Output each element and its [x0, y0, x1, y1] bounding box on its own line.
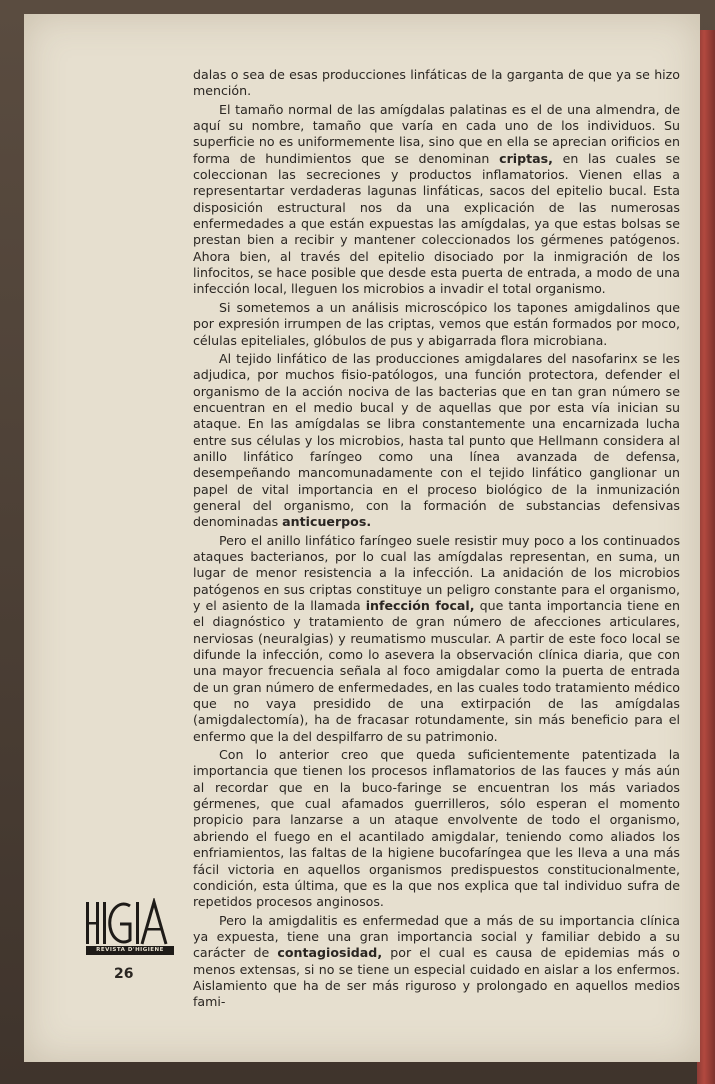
logo-subtitle: REVISTA D'HIGIENE	[86, 946, 174, 955]
paragraph	[193, 747, 680, 910]
higia-logo-mark	[86, 898, 174, 946]
paragraph	[193, 300, 680, 349]
paragraph	[193, 67, 680, 100]
paragraph	[193, 533, 680, 745]
bold-term: criptas,	[499, 150, 553, 166]
paragraph	[193, 102, 680, 298]
bold-term: contagiosidad,	[277, 945, 383, 961]
text-run: en las cuales se coleccionan las secreciones y productos inflamatorios. Vienen ellas a representartar verdaderas lagunas linfáticas, sacos del epitelio bucal. Esta disposición estructural nos da una explicación de las numerosas enfermedades a que están expuestas las amígdalas, ya que estas bolsas se prestan bien a recibir y mantener coleccionados los gérmenes patógenos. Ahora bien, al través del epitelio disociado por la inmigración de los linfocitos, se hace posible que desde esta puerta de entrada, a modo de una infección local, lleguen los microbios a invadir el total organismo.	[193, 150, 680, 297]
text-run: Con lo anterior creo que queda suficientemente patentizada la importancia que tienen los procesos inflamatorios de las fauces y más aún al recordar que en la buco-faringe se encuentran los más variados gérmenes, que cual afamados guerrilleros, sólo esperan el momento propicio para lanzarse a un ataque envolvente de todo el organismo, abriendo el fuego en el acantilado amigdalar, teniendo como aliados los enfriamientos, las faltas de la higiene bucofaríngea que les lleva a una más fácil victoria en aquellos organismos predispuestos constitucionalmente, condición, esta última, que es la que nos explica que tal individuo sufra de repetidos procesos anginosos.	[193, 747, 680, 910]
text-run: que tanta importancia tiene en el diagnóstico y tratamiento de gran número de afecciones articulares, nerviosas (neuralgias) y reumatismo muscular. A partir de este foco local se difunde la infección, como lo asevera la observación clínica diaria, que con una mayor frecuencia señala al foco amigdalar como la puerta de entrada de un gran número de enfermedades, en las cuales todo tratamiento médico que no vaya presidido de una extirpación de las amígdalas (amigdalectomía), ha de fracasar rotundamente, sin más beneficio para el enfermo que la del despilfarro de su patrimonio.	[193, 598, 680, 744]
text-run: Pero la amigdalitis es enfermedad que a más de su importancia clínica ya expuesta, tiene una gran importancia social y familiar debido a su carácter de	[193, 912, 680, 961]
text-run: Al tejido linfático de las producciones amigdalares del nasofarinx se les adjudica, por muchos fisio-patólogos, una función protectora, defender el organismo de la acción nociva de las bacterias que en tan gran número se encuentran en el medio bucal y de aquellas que por esta vía inician su ataque. En las amígdalas se libra constantemente una encarnizada lucha entre sus células y los microbios, hasta tal punto que Hellmann considera al anillo linfático faríngeo como una línea avanzada de defensa, desempeñando mancomunadamente con el tejido linfático ganglionar un papel de vital importancia en el proceso biológico de la inmunización general del organismo, con la formación de substancias defensivas denominadas	[193, 350, 680, 530]
article-body	[193, 67, 680, 1011]
paragraph	[193, 351, 680, 531]
bold-term: infección focal,	[365, 598, 475, 613]
text-run: dalas o sea de esas producciones linfáticas de la garganta de que ya se hizo mención.	[193, 67, 680, 99]
text-run: Pero el anillo linfático faríngeo suele resistir muy poco a los continuados ataques bacterianos, por lo cual las amígdalas representan, en suma, un lugar de menor resistencia a la infección. La anidación de los microbios patógenos en sus criptas constituye un peligro constante para el organismo, y el asiento de la llamada	[193, 532, 680, 613]
text-run: por el cual es causa de epidemias más o menos extensas, si no se tiene un especial cuidado en aislar a los enfermos. Aislamiento que ha de ser más riguroso y prolongado en aquellos medios fami-	[193, 945, 680, 1010]
text-run: Si sometemos a un análisis microscópico los tapones amigdalinos que por expresión irrumpen de las criptas, vemos que están formados por moco, células epiteliales, glóbulos de pus y abigarrada flora microbiana.	[193, 299, 680, 348]
bold-term: anticuerpos.	[282, 514, 372, 530]
paragraph	[193, 913, 680, 1011]
text-run: El tamaño normal de las amígdalas palatinas es el de una almendra, de aquí su nombre, tamaño que varía en cada uno de los individuos. Su superficie no es uniformemente lisa, sino que en ella se aprecian orificios en forma de hundimientos que se denominan	[193, 101, 680, 166]
page-number: 26	[114, 966, 134, 982]
